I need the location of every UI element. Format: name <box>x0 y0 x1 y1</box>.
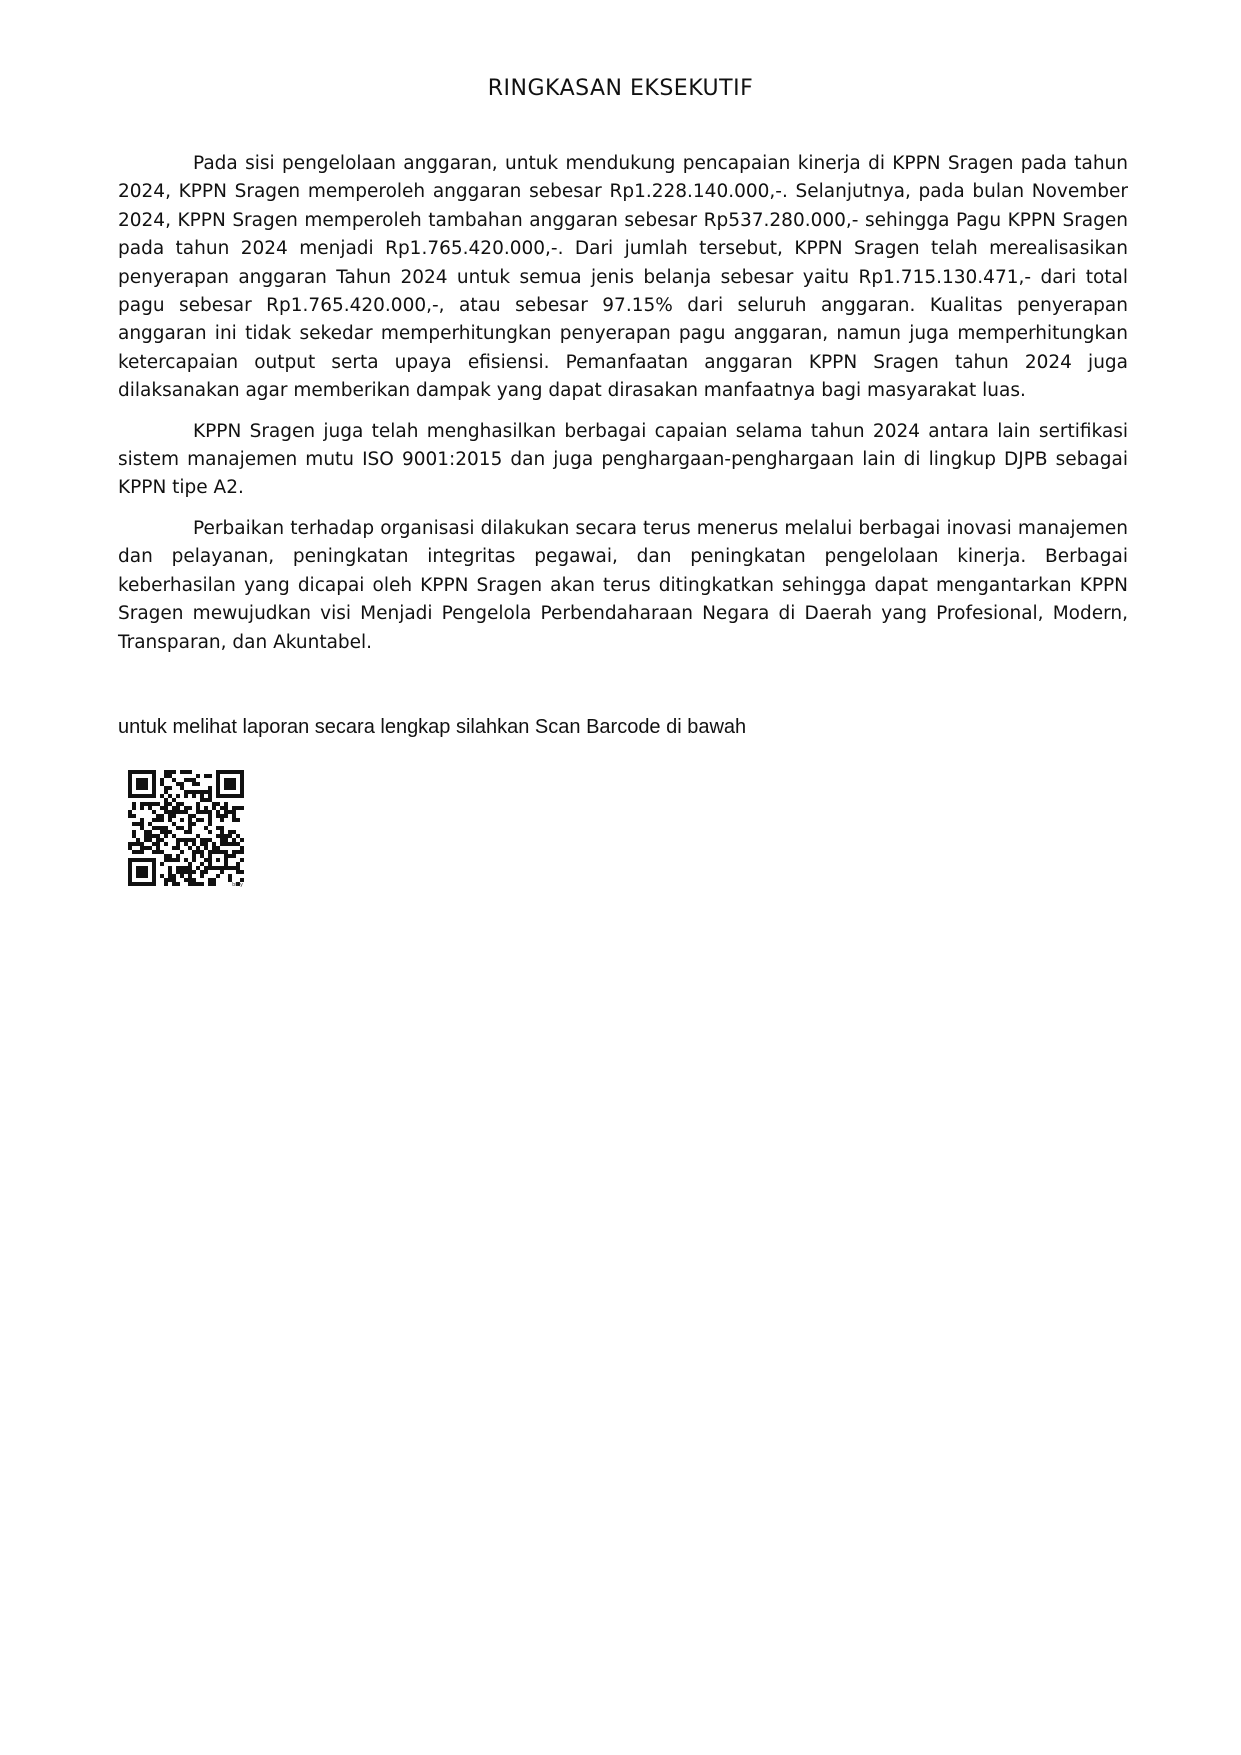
executive-summary-body <box>118 150 1128 669</box>
paragraph-budget: Pada sisi pengelolaan anggaran, untuk mendukung pencapaian kinerja di KPPN Sragen pada tahun 2024, KPPN Sragen memperoleh anggaran sebesar Rp1.228.140.000,-. Selanjutnya, pada bulan November 2024, KPPN Sragen memperoleh tambahan anggaran sebesar Rp537.280.000,- sehingga Pagu KPPN Sragen pada tahun 2024 menjadi Rp1.765.420.000,-. Dari jumlah tersebut, KPPN Sragen telah merealisasikan penyerapan anggaran Tahun 2024 untuk semua jenis belanja sebesar yaitu Rp1.715.130.471,- dari total pagu sebesar Rp1.765.420.000,-, atau sebesar 97.15% dari seluruh anggaran. Kualitas penyerapan anggaran ini tidak sekedar memperhitungkan penyerapan pagu anggaran, namun juga memperhitungkan ketercapaian output serta upaya efisiensi. Pemanfaatan anggaran KPPN Sragen tahun 2024 juga dilaksanakan agar memberikan dampak yang dapat dirasakan manfaatnya bagi masyarakat luas. <box>118 153 1128 402</box>
page-title: RINGKASAN EKSEKUTIF <box>487 76 754 101</box>
paragraph-achievements: KPPN Sragen juga telah menghasilkan berbagai capaian selama tahun 2024 antara lain sertifikasi sistem manajemen mutu ISO 9001:2015 dan juga penghargaan-penghargaan lain di lingkup DJPB sebagai KPPN tipe A2. <box>118 420 1128 499</box>
qr-code-icon[interactable] <box>128 770 246 888</box>
scan-instruction: untuk melihat laporan secara lengkap silahkan Scan Barcode di bawah <box>118 716 747 738</box>
paragraph-improvement: Perbaikan terhadap organisasi dilakukan secara terus menerus melalui berbagai inovasi manajemen dan pelayanan, peningkatan integritas pegawai, dan peningkatan pengelolaan kinerja. Berbagai keberhasilan yang dicapai oleh KPPN Sragen akan terus ditingkatkan sehingga dapat mengantarkan KPPN Sragen mewujudkan visi Menjadi Pengelola Perbendaharaan Negara di Daerah yang Profesional, Modern, Transparan, dan Akuntabel. <box>118 517 1128 653</box>
qr-caption: bitly <box>232 882 243 888</box>
